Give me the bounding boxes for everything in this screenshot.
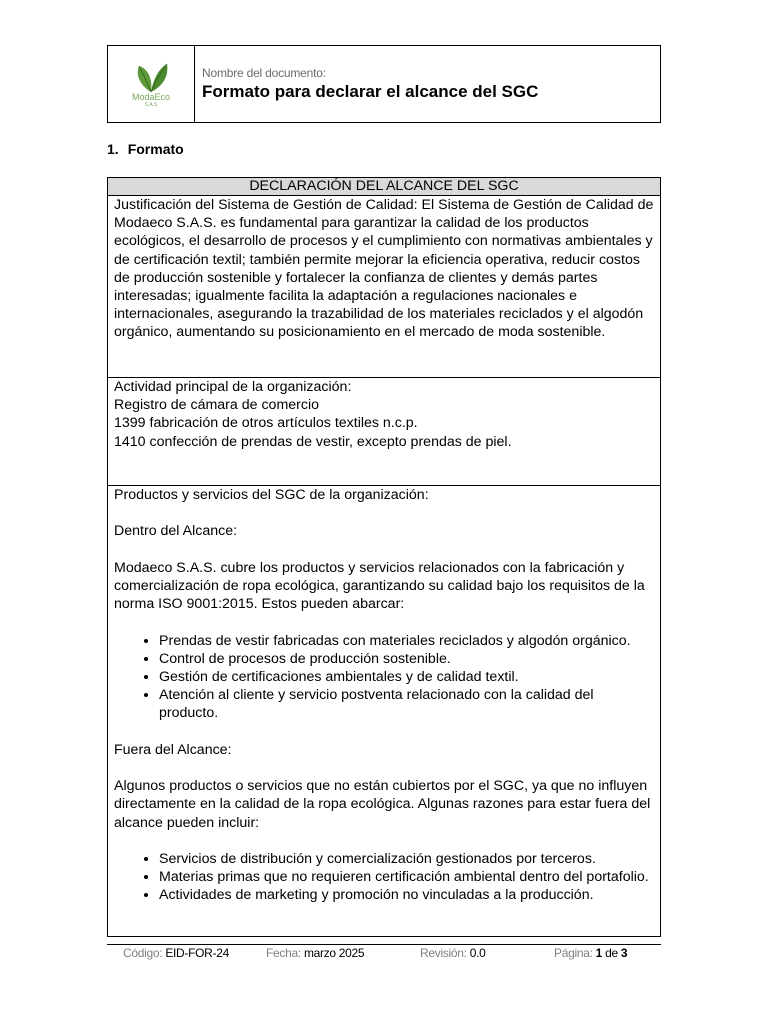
date-label: Fecha:: [266, 946, 301, 960]
logo: [108, 46, 195, 122]
section-title: Formato: [127, 141, 184, 157]
document-header: [107, 45, 661, 123]
list-item: • Control de procesos de producción sostenible.: [159, 650, 654, 668]
logo-text: ModaEco: [131, 92, 171, 102]
footer-revision: [420, 946, 486, 960]
code-value: EID-FOR-24: [165, 946, 229, 960]
table-heading: DECLARACIÓN DEL ALCANCE DEL SGC: [108, 178, 661, 196]
leaf-icon: [131, 60, 171, 94]
activity-cell: [108, 378, 661, 486]
list-item: • Atención al cliente y servicio postventa relacionado con la calidad del producto.: [159, 686, 654, 722]
list-item: • Gestión de certificaciones ambientales y de calidad textil.: [159, 668, 654, 686]
scope-table: [107, 177, 661, 937]
justification-text: Justificación del Sistema de Gestión de Calidad: El Sistema de Gestión de Calidad de Modaeco S.A.S. es fundamental para garantizar la calidad de los productos ecológicos, el desarrollo de procesos y el cumplimiento con normativas ambientales y de certificación textil; también permite mejorar la eficiencia operativa, reducir costos de producción sostenible y fortalecer la confianza de clientes y demás partes interesadas; igualmente facilita la adaptación a regulaciones nacionales e internacionales, asegurando la trazabilidad de los materiales reciclados y el algodón orgánico, aumentando su posicionamiento en el mercado de moda sostenible.: [114, 197, 654, 341]
out-scope-label: Fuera del Alcance:: [114, 741, 232, 758]
activity-title: Actividad principal de la organización:: [114, 379, 352, 395]
activity-line: 1410 confección de prendas de vestir, excepto prendas de piel.: [114, 433, 512, 450]
page-of: de: [605, 946, 618, 960]
in-scope-list: [114, 632, 654, 723]
justification-cell: [108, 196, 661, 378]
revision-label: Revisión:: [420, 946, 467, 960]
activity-line: 1399 fabricación de otros artículos textiles n.c.p.: [114, 415, 418, 432]
products-cell: [108, 486, 661, 937]
logo-subtext: S.A.S: [144, 102, 158, 108]
section-heading: [107, 141, 184, 157]
in-scope-label: Dentro del Alcance:: [114, 523, 238, 540]
page-total: 3: [620, 946, 628, 960]
in-scope-text: Modaeco S.A.S. cubre los productos y servicios relacionados con la fabricación y comercialización de ropa ecológica, garantizando su calidad bajo los requisitos de la norma ISO 9001:2015. Estos pueden abarcar:: [114, 559, 645, 613]
footer-divider: [107, 944, 661, 945]
page-current: 1: [595, 946, 603, 960]
code-label: Código:: [123, 946, 163, 960]
page-label: Página:: [554, 946, 593, 960]
doc-label: Nombre del documento:: [202, 66, 326, 80]
list-item: • Servicios de distribución y comercialización gestionados por terceros.: [159, 850, 654, 868]
footer-date: [266, 946, 364, 960]
date-value: marzo 2025: [303, 946, 365, 960]
footer-page: [554, 946, 627, 960]
list-item: • Materias primas que no requieren certificación ambiental dentro del portafolio.: [159, 868, 654, 886]
footer-code: [123, 946, 229, 960]
activity-line: Registro de cámara de comercio: [114, 397, 320, 414]
list-item: • Prendas de vestir fabricadas con materiales reciclados y algodón orgánico.: [159, 632, 654, 650]
list-item: • Actividades de marketing y promoción no vinculadas a la producción.: [159, 886, 654, 904]
title-cell: [195, 46, 538, 122]
section-number: 1.: [107, 141, 119, 157]
out-scope-text: Algunos productos o servicios que no están cubiertos por el SGC, ya que no influyen directamente en la calidad de la ropa ecológica. Algunas razones para estar fuera del alcance pueden incluir:: [114, 778, 651, 831]
revision-value: 0.0: [469, 946, 486, 960]
products-title: Productos y servicios del SGC de la organización:: [114, 487, 429, 503]
doc-title: Formato para declarar el alcance del SGC: [202, 82, 539, 101]
out-scope-list: [114, 850, 654, 905]
